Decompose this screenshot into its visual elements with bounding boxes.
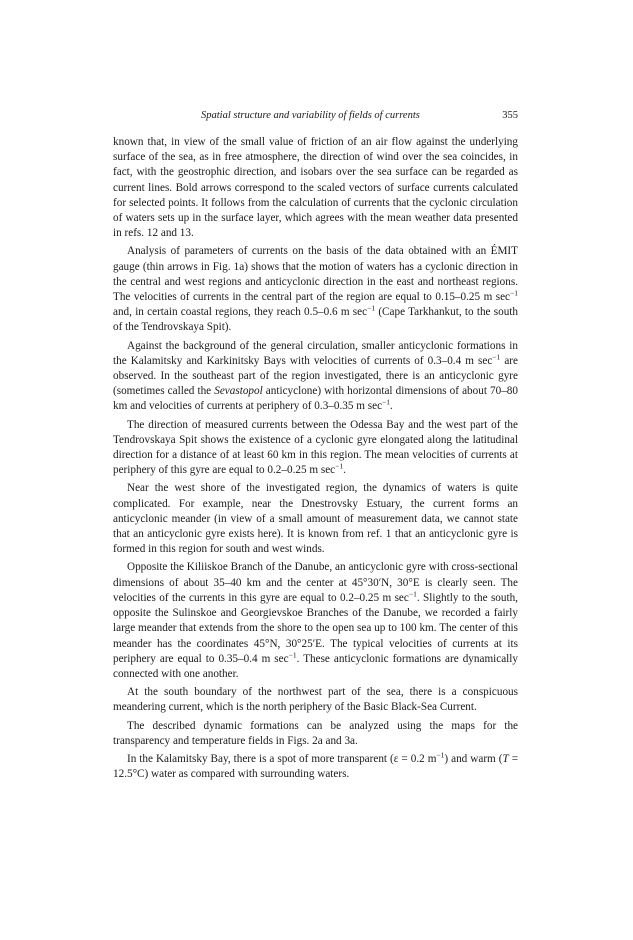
superscript: −1 [436,750,445,760]
text-run: . [343,464,346,477]
text-run: are observed. In the southeast part of the region investigated, there is an anticyclonic gyre (sometimes called the [113,354,518,398]
paragraph [113,685,518,715]
text-run: Analysis of parameters of currents on the basis of the data obtained with an ÉMIT gauge (thin arrows in Fig. 1a) shows that the motion of waters has a cyclonic direction in the central and west regions and anticyclonic direction in the east and northeast regions. The velocities of currents in the central part of the region are equal to 0.15–0.25 m sec [113,245,518,304]
superscript: −1 [335,461,344,471]
paragraph [113,244,518,335]
superscript: −1 [382,397,391,407]
page-number: 355 [502,110,518,121]
text-run: ) and warm ( [444,752,503,765]
italic-text: Sevastopol [214,385,263,398]
text-run: Near the west shore of the investigated region, the dynamics of waters is quite complicated. For example, near the Dnestrovsky Estuary, the current forms an anticyclonic meander (in view of a small amount of measurement data, we cannot state that an anticyclonic gyre exists here). It is known from ref. 1 that an anticyclonic gyre is formed in this region for south and west winds. [113,482,518,556]
text-run: . These anticyclonic formations are dynamically connected with one another. [113,652,518,680]
paragraph [113,719,518,749]
paragraph [113,135,518,241]
paragraph [113,481,518,557]
text-run: Opposite the Kiliiskoe Branch of the Danube, an anticyclonic gyre with cross-sectional dimensions of about 35–40 km and the center at 45°30′N, 30°E is clearly seen. The velocities of the currents in this gyre are equal to 0.2–0.25 m sec [113,561,518,604]
text-run: = 12.5°C) water as compared with surrounding waters. [113,752,519,781]
text-run: anticyclone) with horizontal dimensions of about 70–80 km and velocities of currents at periphery of 0.3–0.35 m sec [113,385,518,413]
text-run: At the south boundary of the northwest part of the sea, there is a conspicuous meandering current, which is the north periphery of the Basic Black-Sea Current. [113,686,518,714]
italic-text: T [502,752,509,765]
paragraph [113,560,518,682]
superscript: −1 [408,589,417,599]
superscript: −1 [492,352,501,362]
text-run: In the Kalamitsky Bay, there is a spot of more transparent (ε = 0.2 m [127,752,437,765]
text-run: . Slightly to the south, opposite the Sulinskoe and Georgievskoe Branches of the Danube, we recorded a fairly large meander that extends from the shore to the open sea up to 100 km. The center of this meander has the coordinates 45°N, 30°25′E. The typical velocities of currents at its periphery are equal to 0.35–0.4 m sec [113,591,518,665]
text-run: The direction of measured currents between the Odessa Bay and the west part of the Tendrovskaya Spit shows the existence of a cyclonic gyre elongated along the latitudinal direction for a distance of at least 60 km in this region. The mean velocities of currents at periphery of this gyre are equal to 0.2–0.25 m sec [113,418,518,477]
body-text [113,135,518,785]
paragraph [113,752,518,782]
text-run: and, in certain coastal regions, they reach 0.5–0.6 m sec [113,306,368,319]
paragraph [113,339,518,415]
text-run: . [390,400,393,413]
text-run: The described dynamic formations can be analyzed using the maps for the transparency and temperature fields in Figs. 2a and 3a. [113,719,518,747]
text-run: Against the background of the general circulation, smaller anticyclonic formations in the Kalamitsky and Karkinitsky Bays with velocities of currents of 0.3–0.4 m sec [113,339,518,367]
text-run: (Cape Tarkhankut, to the south of the Tendrovskaya Spit). [113,306,518,334]
running-title: Spatial structure and variability of fields of currents [201,110,420,121]
superscript: −1 [510,288,518,298]
superscript: −1 [367,303,376,313]
text-run: known that, in view of the small value of friction of an air flow against the underlying surface of the sea, as in free atmosphere, the direction of wind over the sea coincides, in fact, with the geostrophic direction, and isobars over the sea surface can be regarded as current lines. Bold arrows correspond to the scaled vectors of surface currents calculated for selected points. It follows from the calculation of currents that the cyclonic circulation of waters sets up in the surface layer, which agrees with the mean weather data presented in refs. 12 and 13. [113,136,518,240]
superscript: −1 [288,649,297,659]
paragraph [113,418,518,479]
